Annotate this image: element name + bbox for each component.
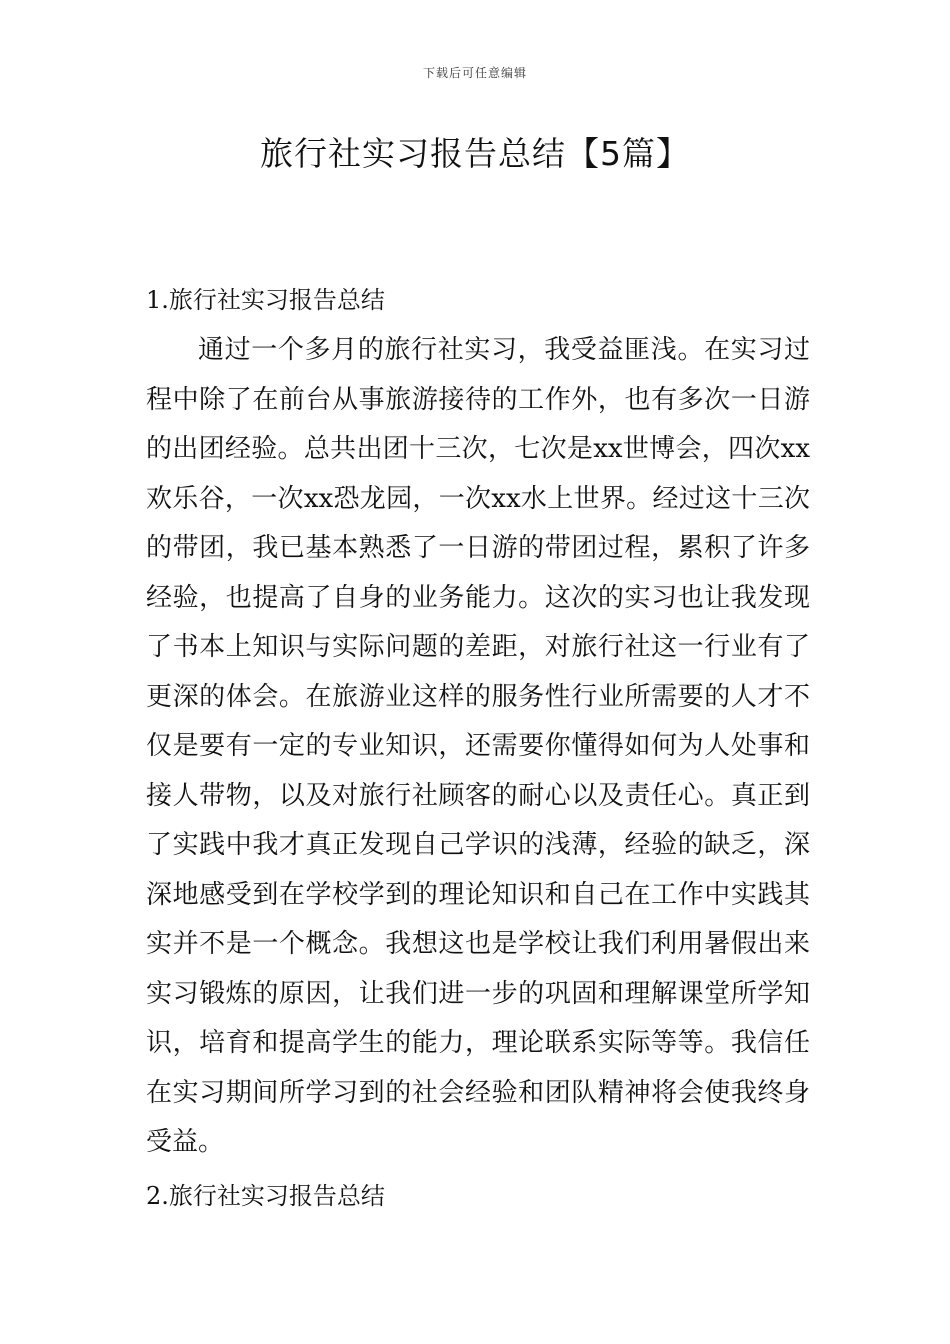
section-paragraph-1: 通过一个多月的旅行社实习，我受益匪浅。在实习过程中除了在前台从事旅游接待的工作外，也有多次一日游的出团经验。总共出团十三次，七次是xx世博会，四次xx欢乐谷，一次xx恐龙园，一次xx水上世界。经过这十三次的带团，我已基本熟悉了一日游的带团过程，累积了许多经验，也提高了自身的业务能力。这次的实习也让我发现了书本上知识与实际问题的差距，对旅行社这一行业有了更深的体会。在旅游业这样的服务性行业所需要的人才不仅是要有一定的专业知识，还需要你懂得如何为人处事和接人带物，以及对旅行社顾客的耐心以及责任心。真正到了实践中我才真正发现自己学识的浅薄，经验的缺乏，深深地感受到在学校学到的理论知识和自己在工作中实践其实并不是一个概念。我想这也是学校让我们利用暑假出来实习锻炼的原因，让我们进一步的巩固和理解课堂所学知识，培育和提高学生的能力，理论联系实际等等。我信任在实习期间所学习到的社会经验和团队精神将会使我终身受益。 <box>146 335 810 1157</box>
header-note: 下载后可任意编辑 <box>422 66 527 80</box>
document-body <box>146 280 810 1216</box>
section-heading-2: 2.旅行社实习报告总结 <box>146 1181 385 1210</box>
document-title: 旅行社实习报告总结【5篇】 <box>260 134 690 173</box>
section-heading-1: 1.旅行社实习报告总结 <box>146 286 385 314</box>
